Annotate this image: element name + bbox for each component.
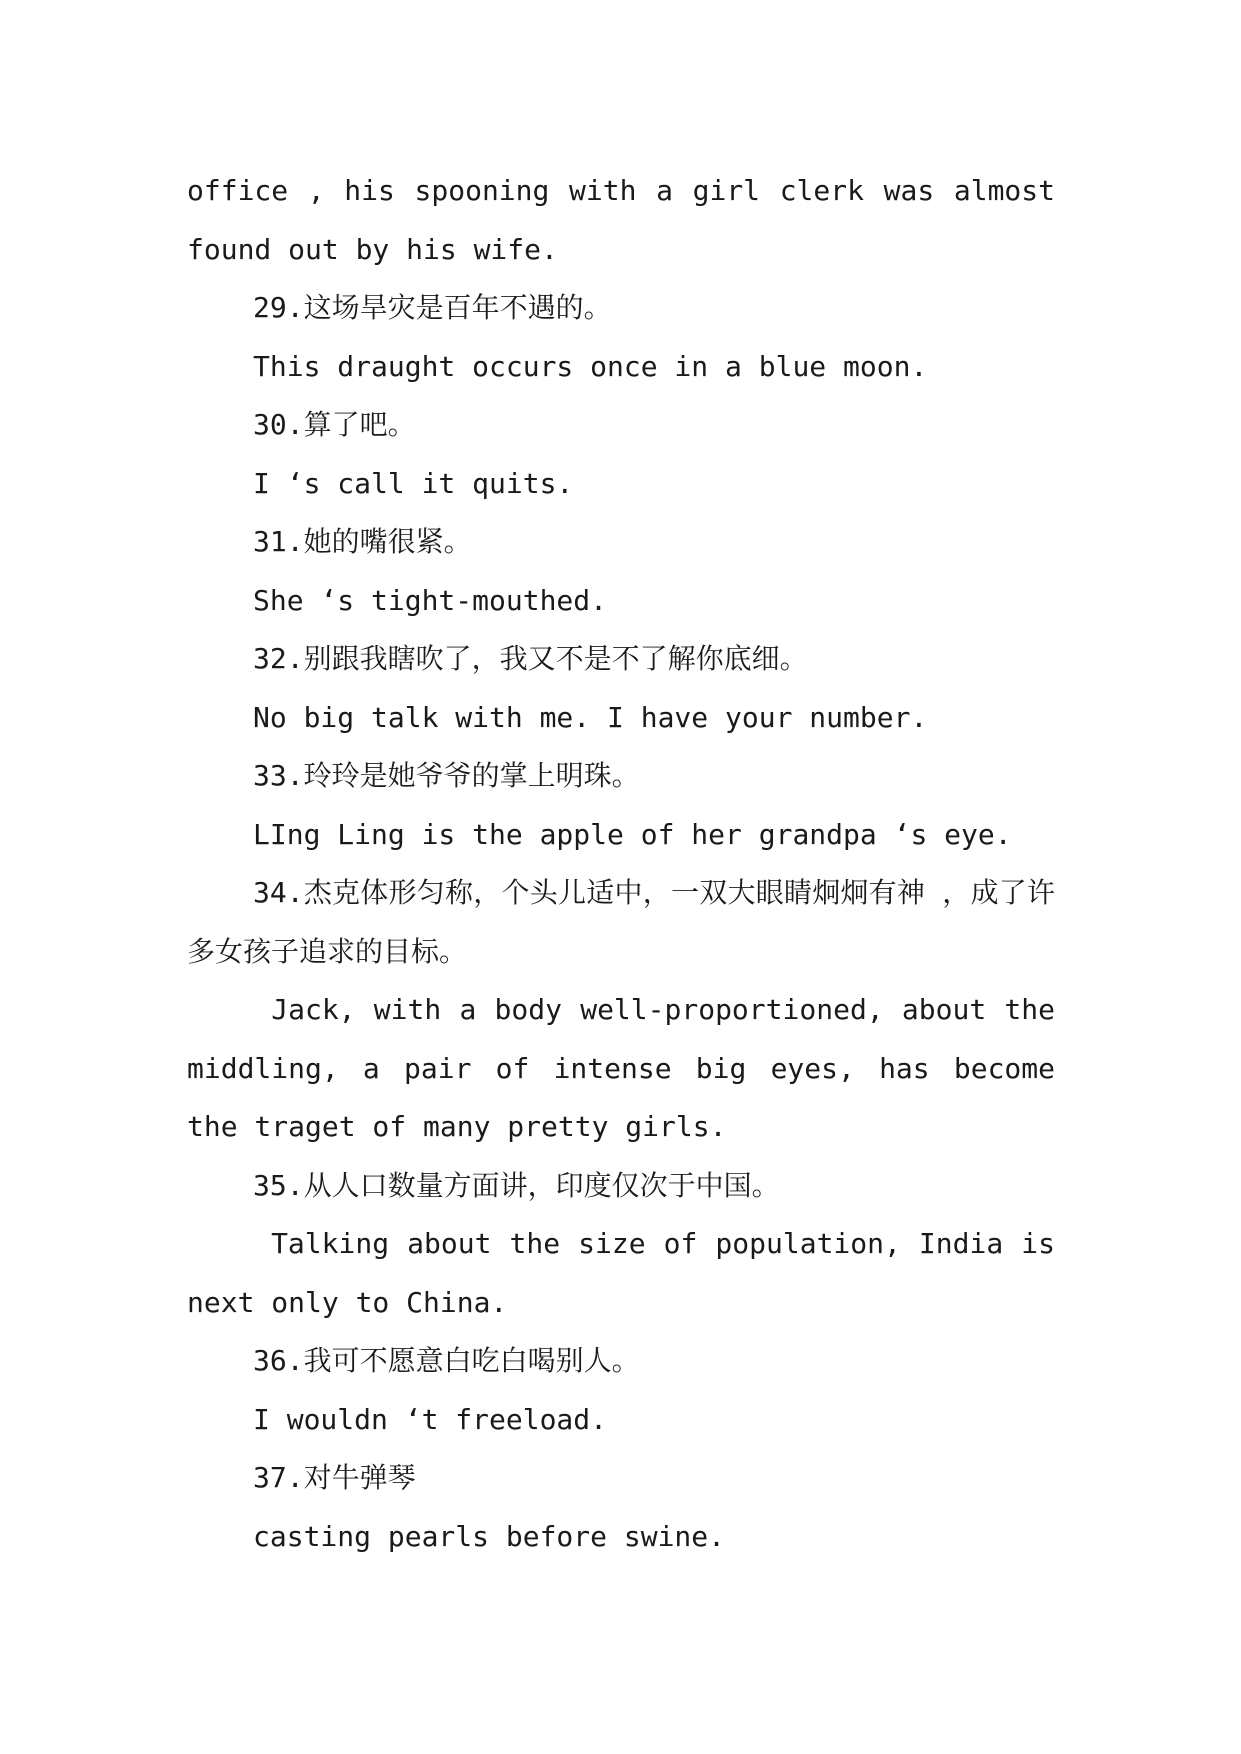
paragraph-29-chinese: 29.这场旱灾是百年不遇的。	[253, 291, 612, 324]
paragraph-office-continuation: office , his spooning with a girl clerk was almost found out by his wife.	[187, 174, 1072, 266]
paragraph-30-english: I ‘s call it quits.	[253, 466, 574, 500]
paragraph-32-chinese: 32.别跟我瞎吹了，我又不是不了解你底细。	[253, 642, 808, 675]
paragraph-35-english: Talking about the size of population, India is next only to China.	[187, 1227, 1072, 1319]
paragraph-37-english: casting pearls before swine.	[253, 1519, 726, 1553]
paragraph-36-english: I wouldn ‘t freeload.	[253, 1402, 608, 1436]
paragraph-34-english: Jack, with a body well-proportioned, about the middling, a pair of intense big eyes, has become the traget of many pretty girls.	[187, 993, 1072, 1143]
paragraph-37-chinese: 37.对牛弹琴	[253, 1461, 416, 1494]
document-body	[187, 162, 1072, 1566]
paragraph-33-english: LIng Ling is the apple of her grandpa ‘s eye.	[253, 817, 1012, 851]
paragraph-31-english: She ‘s tight-mouthed.	[253, 583, 608, 617]
paragraph-29-english: This draught occurs once in a blue moon.	[253, 349, 928, 383]
paragraph-33-chinese: 33.玲玲是她爷爷的掌上明珠。	[253, 759, 640, 792]
paragraph-30-chinese: 30.算了吧。	[253, 408, 416, 441]
paragraph-32-english: No big talk with me. I have your number.	[253, 700, 928, 734]
paragraph-34-chinese: 34.杰克体形匀称，个头儿适中，一双大眼睛炯炯有神 ，成了许多女孩子追求的目标。	[187, 876, 1055, 968]
paragraph-35-chinese: 35.从人口数量方面讲，印度仅次于中国。	[253, 1168, 780, 1202]
paragraph-31-chinese: 31.她的嘴很紧。	[253, 525, 472, 558]
paragraph-36-chinese: 36.我可不愿意白吃白喝别人。	[253, 1344, 640, 1377]
